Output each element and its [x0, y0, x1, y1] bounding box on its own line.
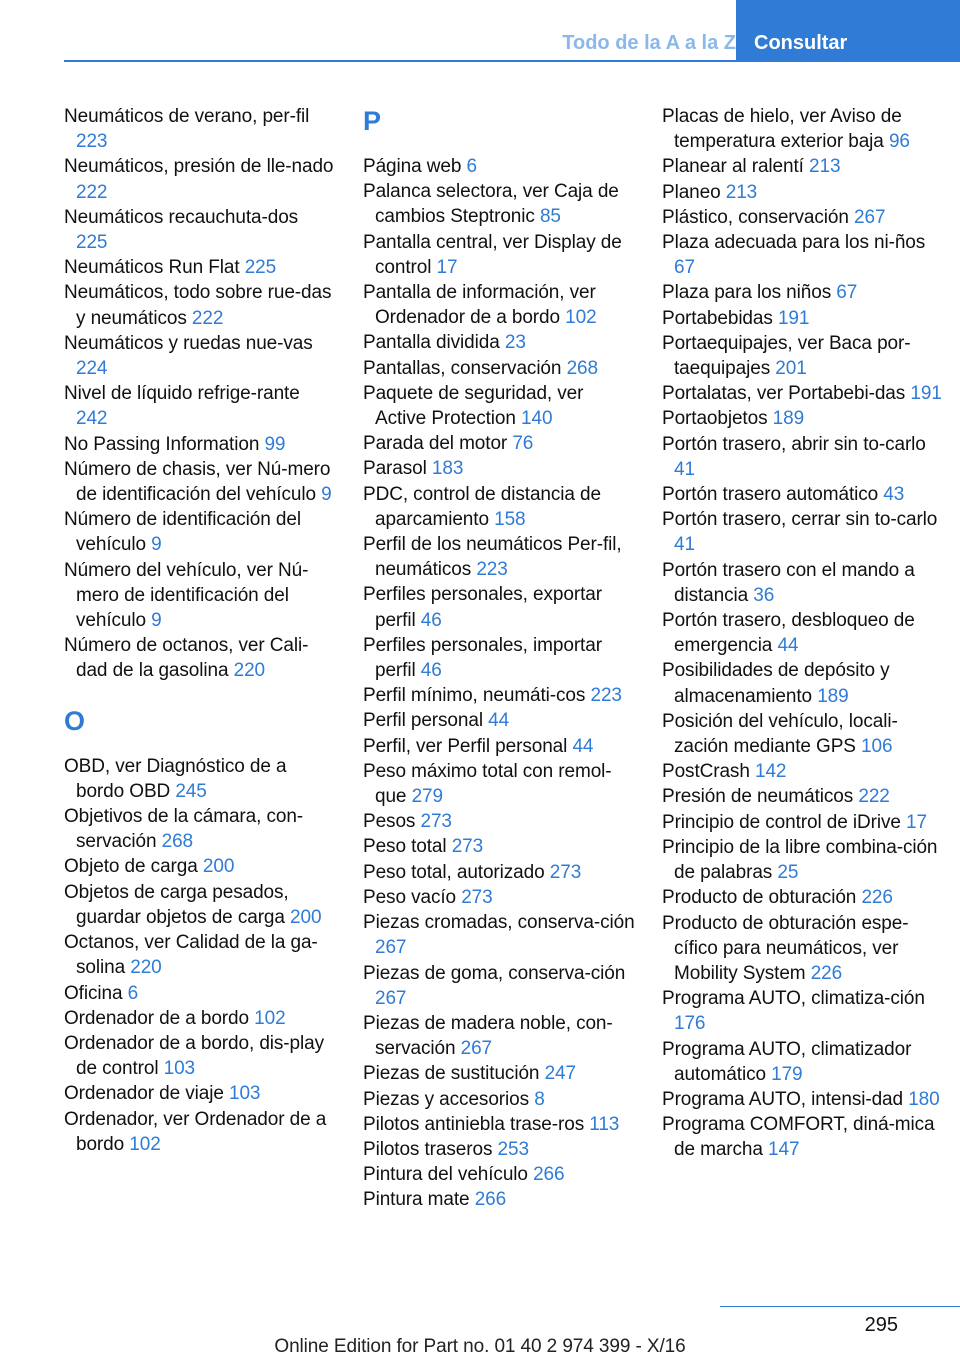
index-entry [662, 306, 947, 331]
index-entry [662, 608, 947, 658]
index-page-link[interactable]: 176 [674, 1013, 706, 1035]
header-section-title: Todo de la A a la Z [562, 32, 736, 54]
header-chapter-tab: Consultar [736, 0, 960, 62]
index-page-link[interactable]: 200 [290, 906, 322, 928]
index-entry [64, 558, 334, 634]
index-page-link[interactable]: 224 [76, 358, 108, 380]
index-page-link[interactable]: 106 [861, 736, 893, 758]
index-page-link[interactable]: 191 [777, 307, 810, 329]
index-entry-text: Neumáticos, presión de lle‐nado [64, 156, 334, 178]
index-entry-text: Nivel de líquido refrige‐rante [64, 383, 300, 405]
index-entry-text: Principio de la libre combina‐ción de palabras [662, 836, 938, 884]
index-page-link[interactable]: 6 [466, 156, 477, 177]
index-page-link[interactable]: 102 [129, 1133, 161, 1155]
index-entry-text: Objeto de carga [64, 856, 203, 878]
index-page-link[interactable]: 41 [674, 534, 695, 556]
index-entry-text: Objetivos de la cámara, con‐servación [64, 806, 304, 853]
index-page-link[interactable]: 113 [589, 1113, 620, 1135]
index-page-link[interactable]: 158 [494, 508, 526, 530]
index-entry [363, 708, 638, 733]
index-page-link[interactable]: 225 [244, 257, 277, 279]
index-entry-text: Pantallas, conservación [363, 357, 567, 379]
index-entry [363, 179, 638, 229]
index-entry-text: Programa AUTO, climatizador automático [662, 1038, 912, 1085]
index-page-link[interactable]: 96 [888, 131, 910, 153]
index-entry [363, 910, 638, 960]
index-page-link[interactable]: 46 [420, 609, 442, 631]
index-entry-text: Portaobjetos [662, 408, 773, 430]
index-page-link[interactable]: 267 [460, 1038, 493, 1060]
index-entry [64, 880, 334, 930]
index-page-link[interactable]: 226 [810, 962, 843, 984]
index-entry [363, 1112, 638, 1137]
page-number: 295 [864, 1314, 898, 1336]
index-entry-text: Planeo [662, 181, 726, 203]
index-entry [662, 709, 947, 759]
index-entry-text: Pintura mate [363, 1189, 475, 1211]
index-entry [64, 331, 334, 381]
index-entry [64, 804, 334, 854]
index-entry [363, 1137, 638, 1162]
index-entry [363, 834, 638, 859]
index-entry [363, 885, 638, 910]
index-page-link[interactable]: 242 [76, 408, 108, 430]
index-entry-text: Número de identificación del vehículo [64, 509, 301, 556]
index-entry-text: Pantalla de información, ver Ordenador de a bordo [363, 282, 596, 329]
index-page-link[interactable]: 44 [777, 635, 799, 657]
index-entry-text: Programa AUTO, intensi‐dad [662, 1088, 909, 1110]
index-page-link[interactable]: 266 [474, 1189, 507, 1211]
index-column-1 [64, 104, 334, 1157]
index-entry-text: OBD, ver Diagnóstico de a bordo OBD [64, 755, 287, 802]
index-page-link[interactable]: 67 [674, 257, 695, 279]
index-page-link[interactable]: 6 [127, 982, 139, 1004]
index-page-link[interactable]: 222 [191, 307, 224, 329]
index-page-link[interactable]: 253 [497, 1138, 529, 1160]
index-page-link[interactable]: 222 [858, 786, 890, 808]
index-entry-text: Portón trasero, cerrar sin to‐carlo [662, 509, 938, 531]
index-entry [363, 356, 638, 381]
index-entry-text: Portón trasero con el mando a distancia [662, 559, 915, 606]
index-entry [363, 456, 638, 481]
page-header [0, 0, 960, 62]
index-entry [64, 854, 334, 879]
index-page-link[interactable]: 273 [420, 811, 452, 833]
index-entry-text: Paquete de seguridad, ver Active Protection [363, 382, 584, 430]
index-page-link[interactable]: 247 [544, 1063, 576, 1085]
index-letter-heading: P [363, 106, 382, 136]
index-entry [662, 406, 947, 431]
index-page-link[interactable]: 67 [836, 282, 858, 304]
index-page-link[interactable]: 268 [566, 357, 598, 379]
index-page-link[interactable]: 180 [908, 1088, 940, 1110]
index-page-link[interactable]: 142 [754, 761, 787, 783]
index-entry [662, 205, 947, 230]
index-page-link[interactable]: 273 [461, 886, 493, 908]
index-letter-heading: O [64, 705, 86, 736]
index-entry-text: Principio de control de iDrive [662, 811, 907, 833]
index-entry [363, 482, 638, 532]
index-page-link[interactable]: 85 [539, 206, 561, 228]
index-entry-text: PostCrash [662, 761, 755, 783]
header-rule [64, 60, 960, 62]
index-entry-text: Parada del motor [363, 433, 513, 455]
index-entry-text: Oficina [64, 982, 128, 1004]
index-entry [64, 1006, 334, 1031]
index-entry [363, 1011, 638, 1061]
index-entry [64, 255, 334, 280]
index-page-link[interactable]: 44 [488, 710, 510, 732]
index-entry-text: Producto de obturación [662, 887, 862, 909]
index-entry [662, 482, 947, 507]
index-page-link[interactable]: 102 [254, 1007, 286, 1029]
index-entry-text: Ordenador, ver Ordenador de a bordo [64, 1108, 327, 1155]
index-entry-text: Peso total, autorizado [363, 861, 550, 883]
index-page-link[interactable]: 225 [76, 232, 108, 254]
index-entry [662, 381, 947, 406]
index-entry [64, 754, 334, 804]
index-entry-text: Programa COMFORT, diná‐mica de marcha [662, 1114, 935, 1161]
index-entry-text: Portabebidas [662, 307, 778, 329]
index-entry-text: Plaza adecuada para los ni‐ños [662, 232, 926, 254]
index-entry [363, 154, 638, 179]
index-entry-text: Portón trasero automático [662, 484, 884, 506]
index-entry-text: Pintura del vehículo [363, 1164, 534, 1186]
index-entry-text: Neumáticos de verano, per‐fil [64, 106, 310, 127]
index-entry-text: Presión de neumáticos [662, 786, 859, 808]
index-entry [64, 280, 334, 330]
index-entry-text: Piezas de madera noble, con‐servación [363, 1012, 613, 1060]
index-page-link[interactable]: 44 [572, 735, 594, 757]
index-entry [64, 457, 334, 507]
index-entry [64, 1081, 334, 1106]
index-page-link[interactable]: 267 [854, 206, 886, 228]
index-entry-text: Peso vacío [363, 886, 462, 908]
index-entry-text: Pilotos antiniebla trase‐ros [363, 1113, 590, 1135]
index-entry-text: Piezas y accesorios [363, 1088, 535, 1110]
index-entry-text: Número de octanos, ver Cali‐dad de la gasolina [64, 635, 309, 682]
index-page-link[interactable]: 41 [674, 458, 695, 480]
index-page-link[interactable]: 179 [771, 1063, 803, 1085]
index-page-link[interactable]: 17 [436, 256, 458, 278]
footer-rule [720, 1306, 960, 1307]
index-entry-text: Peso máximo total con remol‐que [363, 760, 612, 808]
index-entry [64, 205, 334, 255]
index-entry-text: Perfil de los neumáticos Per‐fil, neumáticos [363, 534, 622, 581]
index-entry-text: Portón trasero, abrir sin to‐carlo [662, 433, 926, 455]
index-page-link[interactable]: 189 [817, 685, 849, 707]
index-entry-text: Posibilidades de depósito y almacenamiento [662, 660, 890, 707]
index-entry-text: Perfil mínimo, neumáti‐cos [363, 685, 591, 707]
index-entry-text: Portalatas, ver Portabebi‐das [662, 383, 911, 405]
index-entry-text: Ordenador de a bordo, dis‐play de control [64, 1032, 324, 1080]
index-entry-text: Página web [363, 156, 467, 177]
index-page-link[interactable]: 266 [533, 1164, 565, 1186]
index-entry-text: Ordenador de viaje [64, 1083, 229, 1105]
index-entry [363, 633, 638, 683]
index-entry [662, 885, 947, 910]
index-entry [64, 381, 334, 431]
index-entry-text: Planear al ralentí [662, 156, 810, 178]
index-entry [363, 860, 638, 885]
index-entry-text: Portón trasero, desbloqueo de emergencia [662, 610, 915, 657]
index-entry [363, 1061, 638, 1086]
index-page-link[interactable]: 273 [549, 861, 582, 883]
index-entry-text: Perfil, ver Perfil personal [363, 735, 573, 757]
index-entry [662, 432, 947, 482]
index-entry [64, 104, 334, 154]
index-page-link[interactable]: 103 [228, 1083, 261, 1105]
index-entry [363, 532, 638, 582]
index-entry [662, 331, 947, 381]
index-entry [363, 759, 638, 809]
index-entry-text: Número del vehículo, ver Nú‐mero de identificación del vehículo [64, 559, 309, 632]
index-entry [363, 431, 638, 456]
index-page-link[interactable]: 223 [590, 685, 622, 707]
index-page-link[interactable]: 183 [431, 458, 464, 480]
index-page-link[interactable]: 189 [772, 408, 805, 430]
index-entry [662, 507, 947, 557]
index-entry-text: Perfil personal [363, 710, 489, 732]
index-entry [662, 784, 947, 809]
index-entry-text: Neumáticos Run Flat [64, 257, 245, 279]
index-entry [662, 180, 947, 205]
index-entry [662, 104, 947, 154]
index-entry-text: Perfiles personales, exportar perfil [363, 584, 602, 631]
index-entry-text: Peso total [363, 836, 452, 858]
index-page-link[interactable]: 46 [420, 660, 442, 682]
index-entry-text: PDC, control de distancia de aparcamiento [363, 483, 601, 530]
index-entry [662, 658, 947, 708]
index-entry-text: Pesos [363, 811, 421, 833]
index-entry-text: Pantalla central, ver Display de control [363, 231, 622, 278]
index-entry-text: Plaza para los niños [662, 282, 837, 304]
index-entry-text: Portaequipajes, ver Baca por‐taequipajes [662, 332, 911, 380]
index-entry [662, 1112, 947, 1162]
index-page-link[interactable]: 9 [321, 484, 332, 506]
index-entry-text: Neumáticos recauchuta‐dos [64, 206, 299, 228]
index-entry-text: Pilotos traseros [363, 1138, 498, 1160]
index-entry-text: Programa AUTO, climatiza‐ción [662, 988, 925, 1010]
index-page-link[interactable]: 279 [411, 786, 443, 808]
index-entry-text: Ordenador de a bordo [64, 1007, 255, 1029]
index-entry [363, 280, 638, 330]
index-entry-text: Neumáticos, todo sobre rue‐das y neumáticos [64, 282, 332, 329]
index-page-link[interactable]: 220 [233, 660, 266, 682]
index-page-link[interactable]: 102 [565, 307, 597, 329]
index-entry [662, 810, 947, 835]
index-entry [64, 507, 334, 557]
index-entry [662, 280, 947, 305]
index-entry-text: Pantalla dividida [363, 332, 505, 354]
index-entry [662, 835, 947, 885]
index-page-link[interactable]: 267 [375, 937, 407, 959]
index-entry [64, 432, 334, 457]
index-entry [363, 381, 638, 431]
index-entry [64, 154, 334, 204]
index-page-link[interactable]: 23 [504, 332, 526, 354]
index-entry [363, 961, 638, 1011]
index-page-link[interactable]: 222 [76, 181, 108, 203]
index-page-link[interactable]: 140 [521, 408, 553, 430]
index-entry [64, 1031, 334, 1081]
index-page-link[interactable]: 223 [76, 131, 108, 153]
index-entry [363, 1187, 638, 1212]
index-entry-text: Piezas de goma, conserva‐ción [363, 962, 626, 984]
index-page-link[interactable]: 267 [375, 987, 407, 1009]
index-page-link[interactable]: 147 [768, 1139, 800, 1161]
index-entry-text: Piezas cromadas, conserva‐ción [363, 912, 635, 934]
index-entry [662, 986, 947, 1036]
index-entry [662, 230, 947, 280]
index-page-link[interactable]: 201 [775, 358, 807, 380]
index-entry [662, 1037, 947, 1087]
index-entry [662, 911, 947, 987]
index-entry-text: No Passing Information [64, 433, 265, 455]
index-page-link[interactable]: 103 [163, 1058, 196, 1080]
index-entry-text: Palanca selectora, ver Caja de cambios Steptronic [363, 181, 619, 228]
index-entry-text: Parasol [363, 458, 432, 480]
index-page-link[interactable]: 213 [809, 156, 841, 178]
index-entry-text: Octanos, ver Calidad de la ga‐solina [64, 932, 318, 979]
index-entry [363, 683, 638, 708]
index-entry-text: Placas de hielo, ver Aviso de temperatura exterior baja [662, 106, 902, 153]
index-entry-text: Producto de obturación espe‐cífico para neumáticos, ver Mobility System [662, 912, 909, 984]
index-entry-text: Plástico, conservación [662, 206, 855, 228]
index-entry [363, 734, 638, 759]
edition-footer: Online Edition for Part no. 01 40 2 974 399 - X/16 [274, 1336, 686, 1357]
index-entry-text: Piezas de sustitución [363, 1063, 545, 1085]
index-entry [64, 930, 334, 980]
index-page-link[interactable]: 8 [534, 1088, 545, 1110]
index-entry [662, 1087, 947, 1112]
index-entry [662, 759, 947, 784]
index-page-link[interactable]: 9 [151, 534, 162, 556]
index-entry [64, 981, 334, 1006]
index-entry [64, 1107, 334, 1157]
index-column-3 [662, 104, 947, 1163]
index-page-link[interactable]: 223 [476, 559, 508, 581]
index-entry [363, 1162, 638, 1187]
index-entry-text: Neumáticos y ruedas nue‐vas [64, 332, 313, 354]
index-entry [363, 330, 638, 355]
index-entry-text: Posición del vehículo, locali‐zación mediante GPS [662, 710, 898, 758]
index-page-link[interactable]: 99 [264, 433, 286, 455]
index-entry-text: Número de chasis, ver Nú‐mero de identificación del vehículo [64, 458, 331, 506]
index-page-link[interactable]: 25 [777, 862, 799, 884]
index-entry [662, 558, 947, 608]
index-entry [64, 633, 334, 683]
index-page-link[interactable]: 245 [175, 780, 207, 802]
index-page-link[interactable]: 191 [910, 383, 942, 405]
index-page-link[interactable]: 76 [512, 433, 534, 455]
index-page-link[interactable]: 213 [725, 181, 758, 203]
index-entry [363, 582, 638, 632]
index-page-link[interactable]: 268 [161, 831, 194, 853]
index-page-link[interactable]: 36 [753, 584, 775, 606]
index-page-link[interactable]: 273 [451, 836, 484, 858]
index-entry [363, 1087, 638, 1112]
index-entry [662, 154, 947, 179]
index-entry [363, 230, 638, 280]
index-page-link[interactable]: 200 [202, 856, 235, 878]
index-page-link[interactable]: 220 [130, 957, 162, 979]
index-page-link[interactable]: 9 [151, 610, 162, 632]
index-page-link[interactable]: 43 [883, 484, 905, 506]
index-entry [363, 809, 638, 834]
index-entry-text: Perfiles personales, importar perfil [363, 634, 602, 682]
index-page-link[interactable]: 226 [861, 887, 893, 909]
index-entry-text: Objetos de carga pesados, guardar objetos de carga [64, 881, 291, 928]
index-page-link[interactable]: 17 [906, 811, 927, 833]
index-column-2 [363, 104, 638, 1213]
